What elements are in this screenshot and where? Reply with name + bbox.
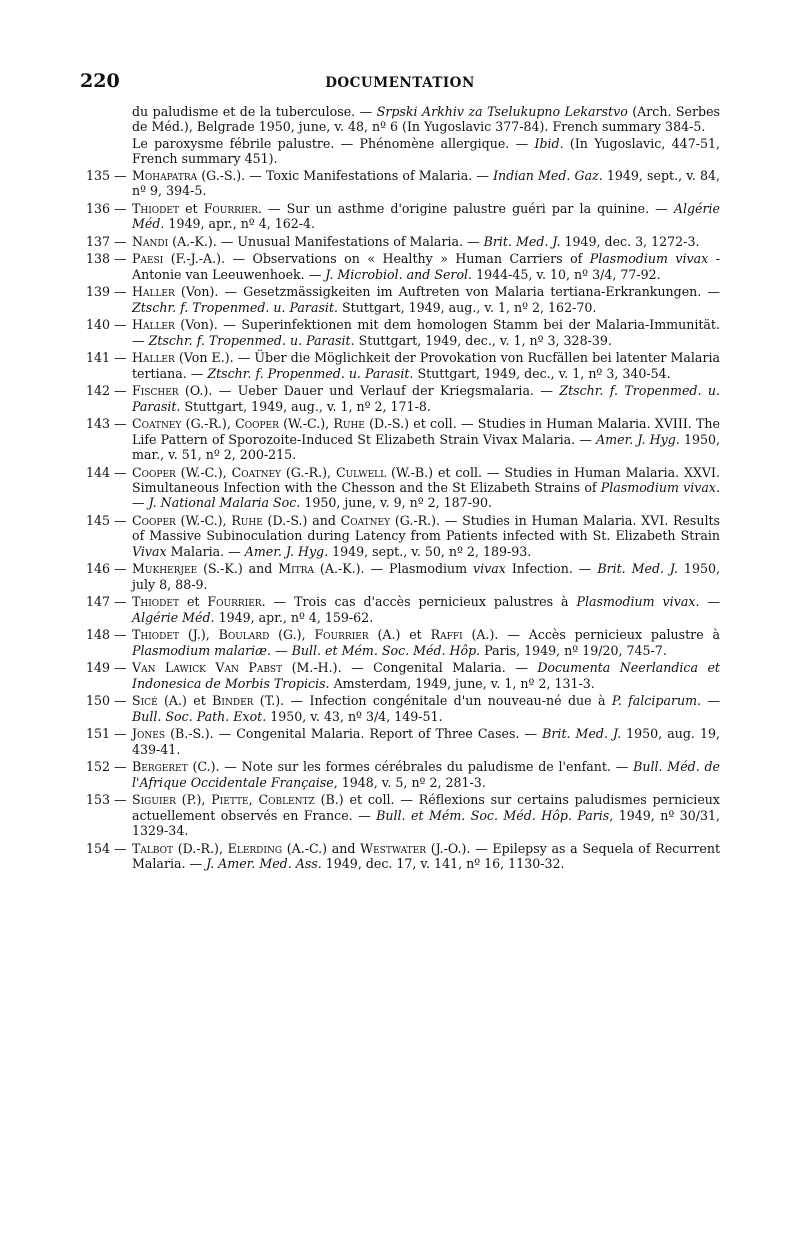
- citation-text: . — Trois cas d'accès pernicieux palustres à: [261, 594, 577, 610]
- italic-text: Indian Med. Gaz.: [493, 167, 603, 183]
- citation-text: (A.) et: [368, 627, 431, 643]
- author-name: Binder: [212, 693, 254, 709]
- italic-text: Plasmodium vivax: [576, 594, 696, 610]
- entry-number: 148 —: [86, 627, 127, 643]
- entry-number: 153 —: [86, 792, 127, 808]
- citation-text: et: [178, 200, 204, 216]
- author-name: Ruhe: [231, 513, 263, 529]
- citation-text: 1949, dec. 17, v. 141, nº 16, 1130-32.: [321, 856, 565, 872]
- italic-text: Ztschr. f. Propenmed. u. Parasit.: [207, 365, 414, 381]
- italic-text: Ztschr. f. Tropenmed. u. Parasit.: [132, 383, 720, 414]
- citation-text: 1950, mar., v. 51, nº 2, 200-215.: [132, 431, 720, 463]
- citation-text: (A.) et: [157, 693, 213, 709]
- author-name: Bergeret: [132, 759, 188, 775]
- citation-text: (A.-C.) and: [282, 840, 361, 856]
- author-name: Elerding: [227, 840, 283, 856]
- author-name: Jones: [132, 726, 166, 742]
- bibliography-entry: [80, 513, 720, 559]
- entry-number: 146 —: [86, 561, 127, 577]
- citation-text: 1944-45, v. 10, nº 3/4, 77-92.: [472, 266, 661, 282]
- citation-text: Stuttgart, 1949, aug., v. 1, nº 2, 162-70.: [338, 299, 597, 315]
- italic-text: Bull. Soc. Path. Exot.: [132, 708, 267, 724]
- citation-text: (Arch. Serbes de Méd.), Belgrade 1950, june, v. 48, nº 6 (In Yugoslavic 377-84). French summary 384-5.: [132, 104, 720, 135]
- author-name: Haller: [132, 350, 175, 366]
- bibliography-entry: [80, 168, 720, 199]
- bibliography-entry: [80, 627, 720, 658]
- citation-text: 1950, july 8, 88-9.: [132, 561, 720, 592]
- author-name: Mukherjee: [132, 561, 198, 577]
- entry-number: 141 —: [86, 350, 127, 366]
- bibliography-entry: [80, 693, 720, 724]
- author-name: Coatney: [132, 416, 182, 432]
- citation-text: , 1948, v. 5, nº 2, 281-3.: [333, 774, 486, 790]
- author-name: Ruhe: [333, 416, 365, 432]
- citation-text: du paludisme et de la tuberculose. —: [132, 104, 377, 119]
- italic-text: Bull. et Mém. Soc. Méd. Hôp.: [291, 642, 481, 658]
- author-name: Sicé: [132, 693, 158, 709]
- entry-number: 147 —: [86, 594, 127, 610]
- author-name: Nandi: [132, 233, 169, 249]
- author-name: Cooper: [132, 513, 176, 529]
- citation-text: (A.). — Accès pernicieux palustre à: [462, 627, 721, 643]
- entry-number: 152 —: [86, 759, 127, 775]
- author-name: Coatney: [231, 464, 281, 480]
- italic-text: Amer. J. Hyg.: [244, 543, 329, 559]
- citation-text: , 1949, nº 30/31, 1329-34.: [132, 807, 720, 839]
- entry-number: 154 —: [86, 840, 127, 856]
- bibliography-entry: [80, 416, 720, 462]
- citation-text: (D.-R.),: [173, 840, 228, 856]
- italic-text: J. Amer. Med. Ass.: [206, 856, 322, 872]
- citation-text: Infection. —: [505, 561, 598, 577]
- bibliography-entry: [80, 759, 720, 790]
- citation-text: (P.),: [175, 792, 212, 808]
- italic-text: Vivax: [132, 543, 167, 559]
- citation-text: 1949, dec. 3, 1272-3.: [560, 233, 700, 249]
- bibliography-entry: [80, 594, 720, 625]
- citation-text: 1949, apr., nº 4, 162-4.: [164, 216, 316, 232]
- citation-text: - Antonie van Leeuwenhoek. —: [132, 251, 720, 282]
- continued-paragraph: [80, 136, 720, 167]
- author-name: Siguier: [132, 792, 176, 808]
- bibliography-entry: [80, 234, 720, 249]
- bibliography-entry: [80, 251, 720, 282]
- citation-text: (Von). — Gesetzmässigkeiten im Auftreten von Malaria tertiana-Erkrankungen. —: [174, 284, 720, 300]
- italic-text: Algérie Méd.: [132, 609, 215, 625]
- author-name: Fourrier: [207, 594, 262, 610]
- citation-text: (G.-S.). — Toxic Manifestations of Malaria. —: [197, 167, 494, 183]
- author-name: Coatney: [340, 513, 391, 529]
- author-name: Thiodet: [132, 627, 179, 643]
- entry-number: 139 —: [86, 284, 127, 300]
- author-name: Culwell: [335, 464, 387, 480]
- citation-text: Malaria. —: [166, 543, 245, 559]
- citation-text: (B.-S.). — Congenital Malaria. Report of Three Cases. —: [165, 726, 543, 742]
- bibliography-entry: [80, 383, 720, 414]
- italic-text: Plasmodium vivax: [600, 480, 716, 496]
- citation-text: . —: [267, 642, 292, 658]
- entry-number: 136 —: [86, 200, 127, 216]
- italic-text: Algérie Méd.: [132, 200, 720, 232]
- citation-text: (S.-K.) and: [197, 561, 279, 577]
- author-name: Cooper: [235, 416, 279, 432]
- author-name: Talbot: [132, 840, 174, 856]
- italic-text: Amer. J. Hyg.: [596, 431, 680, 447]
- entry-number: 142 —: [86, 383, 127, 399]
- citation-text: (D.-S.) et coll. — Studies in Human Malaria. XVIII. The Life Pattern of Sporozoite-Induced St Elizabeth Strain Vivax Malaria. —: [132, 416, 720, 447]
- entry-number: 140 —: [86, 317, 127, 333]
- entry-number: 145 —: [86, 513, 127, 529]
- citation-text: 1949, sept., v. 50, nº 2, 189-93.: [328, 543, 532, 559]
- citation-text: . — Sur un asthme d'origine palustre guéri par la quinine. —: [257, 200, 674, 216]
- italic-text: Brit. Med. J.: [597, 561, 679, 577]
- citation-text: (B.) et coll. — Réflexions sur certains paludismes pernicieux actuellement observés en France. —: [132, 792, 720, 823]
- author-name: Fourrier: [203, 200, 258, 216]
- citation-text: (G.-R.),: [181, 416, 236, 432]
- entry-number: 150 —: [86, 693, 127, 709]
- author-name: Cooper: [132, 464, 176, 480]
- entry-number: 149 —: [86, 660, 127, 676]
- author-name: Raffi: [430, 627, 463, 643]
- bibliography-entry: [80, 660, 720, 691]
- author-name: Thiodet: [132, 594, 179, 610]
- citation-text: Stuttgart, 1949, aug., v. 1, nº 2, 171-8.: [180, 398, 431, 414]
- italic-text: vivax: [473, 561, 506, 577]
- citation-text: . —: [132, 480, 720, 511]
- citation-text: 1950, aug. 19, 439-41.: [132, 726, 720, 757]
- bibliography-entry: [80, 561, 720, 592]
- italic-text: P. falciparum: [611, 693, 698, 709]
- citation-text: (G.-R.),: [281, 464, 336, 480]
- citation-text: (Von E.). — Über die Möglichkeit der Provokation von Rucfällen bei latenter Malaria tertiana. —: [132, 350, 720, 381]
- italic-text: Srpski Arkhiv za Tselukupno Lekarstvo: [376, 104, 628, 119]
- citation-text: Le paroxysme fébrile palustre. — Phénomène allergique. —: [132, 135, 535, 151]
- entry-number: 138 —: [86, 251, 127, 267]
- italic-text: J. Microbiol. and Serol.: [325, 266, 473, 282]
- citation-text: Stuttgart, 1949, dec., v. 1, nº 3, 328-39.: [354, 332, 612, 348]
- bibliography-entry: [80, 726, 720, 757]
- citation-text: et: [178, 594, 208, 610]
- citation-text: 1949, sept., v. 84, nº 9, 394-5.: [132, 167, 720, 199]
- bibliography-list: [80, 104, 720, 874]
- author-name: Haller: [132, 317, 175, 333]
- author-name: Haller: [132, 284, 175, 300]
- citation-text: Amsterdam, 1949, june, v. 1, nº 2, 131-3.: [329, 675, 595, 691]
- bibliography-entry: [80, 465, 720, 511]
- author-name: Mitra: [278, 561, 315, 577]
- italic-text: Ztschr. f. Tropenmed. u. Parasit.: [132, 299, 339, 315]
- citation-text: (A.-K.). — Plasmodium: [314, 561, 474, 577]
- citation-text: Paris, 1949, nº 19/20, 745-7.: [480, 642, 667, 658]
- entry-number: 137 —: [86, 233, 127, 249]
- citation-text: (G.),: [269, 627, 315, 643]
- bibliography-entry: [80, 350, 720, 381]
- bibliography-entry: [80, 284, 720, 315]
- italic-text: Plasmodium vivax: [589, 251, 709, 267]
- citation-text: . —: [695, 594, 720, 610]
- bibliography-entry: [80, 201, 720, 232]
- citation-text: (C.). — Note sur les formes cérébrales du paludisme de l'enfant. —: [187, 759, 634, 775]
- entry-number: 143 —: [86, 416, 127, 432]
- author-name: Thiodet: [132, 200, 179, 216]
- italic-text: Brit. Med. J.: [542, 726, 622, 742]
- citation-text: 1950, v. 43, nº 3/4, 149-51.: [266, 708, 443, 724]
- citation-text: (F.-J.-A.). — Observations on « Healthy » Human Carriers of: [163, 251, 590, 267]
- italic-text: Bull. et Mém. Soc. Méd. Hôp. Paris: [376, 807, 610, 823]
- bibliography-entry: [80, 792, 720, 838]
- author-name: Van Lawick Van Pabst: [132, 660, 283, 676]
- citation-text: (W.-C.),: [175, 513, 232, 529]
- citation-text: (W.-B.) et coll. — Studies in Human Malaria. XXVI. Simultaneous Infection with the Chesson and the St Elizabeth Strains of: [132, 464, 720, 496]
- author-name: Paesi: [132, 251, 164, 267]
- citation-text: (J.-O.). — Epilepsy as a Sequela of Recurrent Malaria. —: [132, 840, 721, 872]
- citation-text: 1949, apr., nº 4, 159-62.: [214, 609, 374, 625]
- citation-text: (A.-K.). — Unusual Manifestations of Malaria. —: [168, 233, 484, 249]
- entry-number: 135 —: [86, 167, 127, 183]
- citation-text: Stuttgart, 1949, dec., v. 1, nº 3, 340-54.: [413, 365, 671, 381]
- citation-text: (J.),: [178, 627, 219, 643]
- running-title: DOCUMENTATION: [325, 75, 475, 91]
- citation-text: (G.-R.). — Studies in Human Malaria. XVI. Results of Massive Subinoculation during Latency from Patients infected with St. Elizabeth Strain: [132, 513, 721, 544]
- italic-text: J. National Malaria Soc.: [148, 495, 301, 511]
- italic-text: Brit. Med. J.: [483, 233, 561, 249]
- author-name: Piette: [211, 792, 249, 808]
- italic-text: Plasmodium malariæ: [132, 642, 268, 658]
- author-name: Mohapatra: [132, 167, 198, 183]
- citation-text: (O.). — Ueber Dauer und Verlauf der Kriegsmalaria. —: [178, 383, 560, 399]
- citation-text: (D.-S.) and: [262, 513, 341, 529]
- entry-number: 144 —: [86, 464, 127, 480]
- author-name: Coblentz: [258, 792, 315, 808]
- author-name: Fischer: [132, 383, 179, 399]
- citation-text: 1950, june, v. 9, nº 2, 187-90.: [300, 495, 492, 511]
- citation-text: (W.-C.),: [175, 464, 232, 480]
- entry-number: 151 —: [86, 726, 127, 742]
- continued-paragraph: [80, 104, 720, 135]
- bibliography-entry: [80, 317, 720, 348]
- page-number: 220: [80, 70, 120, 92]
- citation-text: ,: [248, 792, 259, 808]
- citation-text: (T.). — Infection congénitale d'un nouveau-né due à: [253, 693, 612, 709]
- author-name: Boulard: [218, 627, 270, 643]
- italic-text: Ibid.: [534, 135, 564, 151]
- citation-text: . —: [697, 693, 721, 709]
- citation-text: (In Yugoslavic, 447-51, French summary 451).: [132, 135, 720, 167]
- italic-text: Bull. Méd. de l'Afrique Occidentale Française: [132, 759, 721, 790]
- author-name: Fourrier: [314, 627, 369, 643]
- bibliography-entry: [80, 841, 720, 872]
- citation-text: (W.-C.),: [278, 416, 334, 432]
- citation-text: (M.-H.). — Congenital Malaria. —: [282, 660, 538, 676]
- author-name: Westwater: [360, 840, 426, 856]
- italic-text: Ztschr. f. Tropenmed. u. Parasit.: [148, 332, 355, 348]
- citation-text: (Von). — Superinfektionen mit dem homologen Stamm bei der Malaria-Immunität. —: [132, 317, 720, 348]
- italic-text: Documenta Neerlandica et Indonesica de Morbis Tropicis.: [132, 660, 720, 691]
